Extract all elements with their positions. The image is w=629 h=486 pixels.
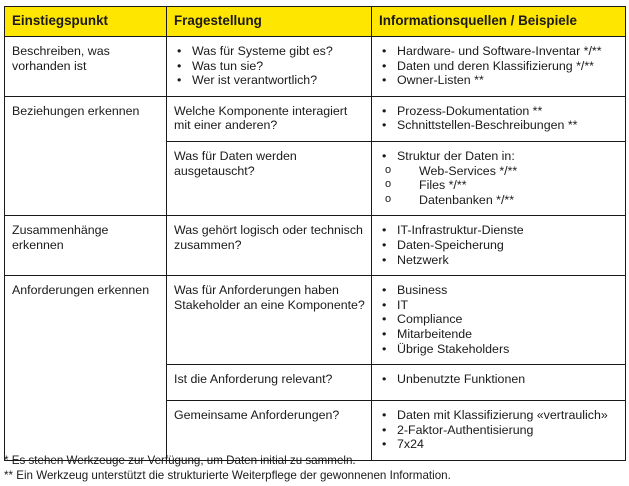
- question-cell: Welche Komponente interagiert mit einer anderen?: [167, 96, 372, 141]
- question-cell: Was für Daten werden ausgetauscht?: [167, 141, 372, 215]
- overview-table-container: [4, 6, 625, 461]
- table-header-row: [5, 7, 626, 37]
- source-main-text: Struktur der Daten in:: [397, 148, 515, 163]
- question-cell: [167, 37, 372, 97]
- source-item: • IT: [379, 298, 619, 313]
- entry-cell: Beziehungen erkennen: [5, 96, 167, 216]
- header-informationsquellen: Informationsquellen / Beispiele: [372, 7, 626, 37]
- source-cell: [372, 96, 626, 141]
- source-cell: [372, 365, 626, 401]
- source-item: • Unbenutzte Funktionen: [379, 372, 619, 387]
- source-item: • 7x24: [379, 437, 619, 452]
- source-cell: [372, 216, 626, 276]
- source-item: • Schnittstellen-Beschreibungen **: [379, 118, 619, 133]
- source-item: • Mitarbeitende: [379, 327, 619, 342]
- source-item: • IT-Infrastruktur-Dienste: [379, 223, 619, 238]
- overview-table: [4, 6, 626, 461]
- source-item: • Daten mit Klassifizierung «vertraulich»: [379, 408, 619, 423]
- source-cell: [372, 37, 626, 97]
- source-item: • Daten und deren Klassifizierung */**: [379, 59, 619, 74]
- table-row: [5, 216, 626, 276]
- source-cell: [372, 401, 626, 461]
- table-row: [5, 276, 626, 365]
- entry-cell: Zusammenhänge erkennen: [5, 216, 167, 276]
- footnotes: [4, 454, 625, 483]
- source-item: • Daten-Speicherung: [379, 238, 619, 253]
- header-fragestellung: Fragestellung: [167, 7, 372, 37]
- header-einstiegspunkt: Einstiegspunkt: [5, 7, 167, 37]
- source-item: • Compliance: [379, 312, 619, 327]
- footnote-single-star: * Es stehen Werkzeuge zur Verfügung, um Daten initial zu sammeln.: [4, 454, 356, 467]
- table-row: [5, 37, 626, 97]
- source-cell: [372, 141, 626, 215]
- table-row: [5, 96, 626, 141]
- question-cell: Was gehört logisch oder technisch zusammen?: [167, 216, 372, 276]
- question-cell: Ist die Anforderung relevant?: [167, 365, 372, 401]
- entry-cell: Anforderungen erkennen: [5, 276, 167, 461]
- source-item: [379, 149, 619, 207]
- entry-cell: Beschreiben, was vorhanden ist: [5, 37, 167, 97]
- question-item: • Was tun sie?: [174, 59, 365, 74]
- source-item: • Hardware- und Software-Inventar */**: [379, 44, 619, 59]
- question-cell: Gemeinsame Anforderungen?: [167, 401, 372, 461]
- source-item: • Owner-Listen **: [379, 73, 619, 88]
- source-cell: [372, 276, 626, 365]
- source-item: • Übrige Stakeholders: [379, 342, 619, 357]
- footnote-double-star: ** Ein Werkzeug unterstützt die strukturierte Weiterpflege der gewonnenen Information.: [4, 468, 451, 482]
- sub-source-item: o Datenbanken */**: [379, 193, 619, 208]
- source-item: • Prozess-Dokumentation **: [379, 104, 619, 119]
- sub-source-item: o Web-Services */**: [379, 164, 619, 179]
- question-item: • Was für Systeme gibt es?: [174, 44, 365, 59]
- question-item: • Wer ist verantwortlich?: [174, 73, 365, 88]
- source-item: • Netzwerk: [379, 253, 619, 268]
- source-item: • 2-Faktor-Authentisierung: [379, 423, 619, 438]
- question-cell: Was für Anforderungen haben Stakeholder an eine Komponente?: [167, 276, 372, 365]
- source-item: • Business: [379, 283, 619, 298]
- sub-source-item: o Files */**: [379, 178, 619, 193]
